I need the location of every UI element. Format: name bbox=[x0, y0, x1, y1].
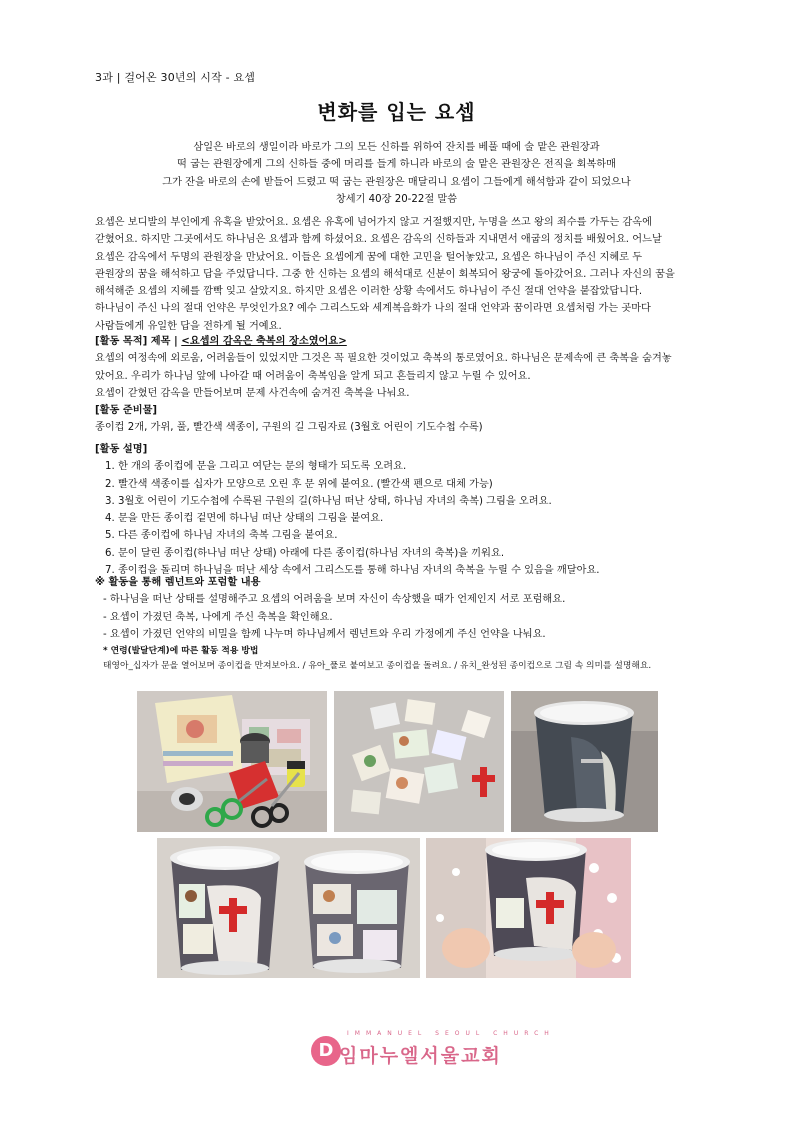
materials-image bbox=[137, 691, 327, 832]
purpose-line: 요셉이 갇혔던 감옥을 만들어보며 문제 사건속에 숨겨진 축복을 나눠요. bbox=[95, 387, 410, 399]
child-with-cup-image bbox=[426, 838, 631, 978]
church-logo-icon: D bbox=[311, 1036, 341, 1066]
photo-finished-cups bbox=[157, 838, 420, 978]
step-item: 6. 문이 달린 종이컵(하나님 떠난 상태) 아래에 다른 종이컵(하나님 자녀의 축복)을 끼워요. bbox=[105, 547, 505, 559]
purpose-section bbox=[95, 333, 705, 402]
step-item: 2. 빨간색 색종이를 십자가 모양으로 오린 후 문 위에 붙여요. (빨간색 펜으로 대체 가능) bbox=[105, 478, 493, 490]
intro-line: 관원장의 꿈을 해석하고 답을 주었답니다. 그중 한 신하는 요셉의 해석대로 신분이 회복되어 왕궁에 돌아갔어요. 그러나 자신의 꿈을 bbox=[95, 268, 675, 280]
cup-door-image bbox=[511, 691, 658, 832]
cutouts-image bbox=[334, 691, 504, 832]
intro-line: 갇혔어요. 하지만 그곳에서도 하나님은 요셉과 함께 하셨어요. 요셉은 감옥의 신하들과 지내면서 애굽의 정치를 배웠어요. 어느날 bbox=[95, 234, 662, 246]
forum-note-item: - 하나님을 떠난 상태를 설명해주고 요셉의 어려움을 보며 자신이 속상했을 때가 언제인지 서로 포럼해요. bbox=[103, 594, 566, 606]
step-item: 3. 3월호 어린이 기도수첩에 수록된 구원의 길(하나님 떠난 상태, 하나님 자녀의 축복) 그림을 오려요. bbox=[105, 495, 552, 507]
step-item: 1. 한 개의 종이컵에 문을 그리고 여닫는 문의 형태가 되도록 오려요. bbox=[105, 461, 407, 473]
page-title: 변화를 입는 요셉 bbox=[317, 100, 476, 124]
church-logo-name: 임마누엘서울교회 bbox=[339, 1045, 502, 1067]
materials-text: 종이컵 2개, 가위, 풀, 빨간색 색종이, 구원의 길 그림자료 (3월호 어린이 기도수첩 수록) bbox=[95, 422, 483, 434]
step-item: 4. 문을 만든 종이컵 겉면에 하나님 떠난 상태의 그림을 붙여요. bbox=[105, 513, 384, 525]
forum-notes-heading: ※ 활동을 통해 렘넌트와 포럼할 내용 bbox=[95, 577, 261, 588]
step-item: 7. 종이컵을 돌리며 하나님을 떠난 세상 속에서 그리스도를 통해 하나님 자녀의 축복을 누릴 수 있음을 깨달아요. bbox=[105, 565, 600, 577]
age-application-text: 태영아_십자가 문을 열어보며 종이컵을 만져보아요. / 유아_풀로 붙여보고 종이컵을 돌려요. / 유치_완성된 종이컵으로 그림 속 의미를 설명해요. bbox=[103, 661, 652, 671]
purpose-line: 요셉의 여정속에 외로움, 어려움들이 있었지만 그것은 꼭 필요한 것이었고 축복의 통로였어요. 하나님은 문제속에 큰 축복을 숨겨놓 bbox=[95, 353, 672, 365]
steps-heading: [활동 설명] bbox=[95, 444, 148, 455]
scripture-verse bbox=[120, 139, 673, 208]
photo-cutouts bbox=[334, 691, 504, 832]
photo-cup-door bbox=[511, 691, 658, 832]
steps-section bbox=[95, 441, 705, 579]
lesson-header: 3과 | 걸어온 30년의 시작 - 요셉 bbox=[95, 71, 256, 84]
photo-materials bbox=[137, 691, 327, 832]
purpose-label: [활동 목적] 제목 | bbox=[95, 336, 178, 347]
finished-cups-image bbox=[157, 838, 420, 978]
intro-line: 사람들에게 유일한 답을 전하게 될 거예요. bbox=[95, 320, 282, 332]
church-logo bbox=[311, 1030, 555, 1073]
materials-section bbox=[95, 402, 705, 437]
intro-line: 하나님이 주신 나의 절대 언약은 무엇인가요? 예수 그리스도와 세계복음화가 나의 절대 언약과 꿈이라면 요셉처럼 가는 곳마다 bbox=[95, 303, 651, 315]
intro-line: 요셉은 보디발의 부인에게 유혹을 받았어요. 요셉은 유혹에 넘어가지 않고 거절했지만, 누명을 쓰고 왕의 죄수를 가두는 감옥에 bbox=[95, 217, 652, 228]
verse-line: 떡 굽는 관원장에게 그의 신하들 중에 머리를 들게 하니라 바로의 술 맡은 관원장은 전직을 회복하매 bbox=[177, 159, 616, 171]
verse-line: 삼일은 바로의 생일이라 바로가 그의 모든 신하를 위하여 잔치를 베풀 때에 술 맡은 관원장과 bbox=[193, 142, 600, 153]
verse-line: 그가 잔을 바로의 손에 받들어 드렸고 떡 굽는 관원장은 매달리니 요셉이 그들에게 해석함과 같이 되었으나 bbox=[162, 176, 631, 188]
step-item: 5. 다른 종이컵에 하나님 자녀의 축복 그림을 붙여요. bbox=[105, 530, 338, 542]
age-application-heading: * 연령(발달단계)에 따른 활동 적용 방법 bbox=[103, 646, 259, 656]
forum-notes-section bbox=[95, 574, 705, 643]
steps-list bbox=[95, 458, 705, 579]
forum-note-item: - 요셉이 가졌던 축복, 나에게 주신 축복을 확인해요. bbox=[103, 611, 333, 623]
church-logo-subtitle: IMMANUEL SEOUL CHURCH bbox=[347, 1030, 555, 1037]
purpose-subtitle: <요셉의 감옥은 축복의 장소였어요> bbox=[181, 336, 347, 347]
intro-paragraph bbox=[95, 214, 698, 335]
forum-note-item: - 요셉이 가졌던 언약의 비밀을 함께 나누며 하나님께서 렘넌트와 우리 가정에게 주신 언약을 나눠요. bbox=[103, 628, 546, 640]
purpose-line: 았어요. 우리가 하나님 앞에 나아갈 때 어려움이 축복임을 알게 되고 흔들리지 않고 누릴 수 있어요. bbox=[95, 370, 531, 382]
verse-reference: 창세기 40장 20-22절 말씀 bbox=[335, 193, 458, 205]
intro-line: 요셉은 감옥에서 두명의 관원장을 만났어요. 이들은 요셉에게 꿈에 대한 고민을 털어놓았고, 요셉은 하나님이 주신 지혜로 두 bbox=[95, 251, 643, 263]
age-application-section bbox=[95, 644, 705, 674]
materials-heading: [활동 준비물] bbox=[95, 405, 158, 416]
photo-child-with-cup bbox=[426, 838, 631, 978]
purpose-heading bbox=[95, 333, 705, 350]
intro-line: 해석해준 요셉의 지혜를 깜빡 잊고 살았지요. 하지만 요셉은 이러한 상황 속에서도 하나님이 주신 절대 언약을 붙잡았답니다. bbox=[95, 286, 643, 298]
